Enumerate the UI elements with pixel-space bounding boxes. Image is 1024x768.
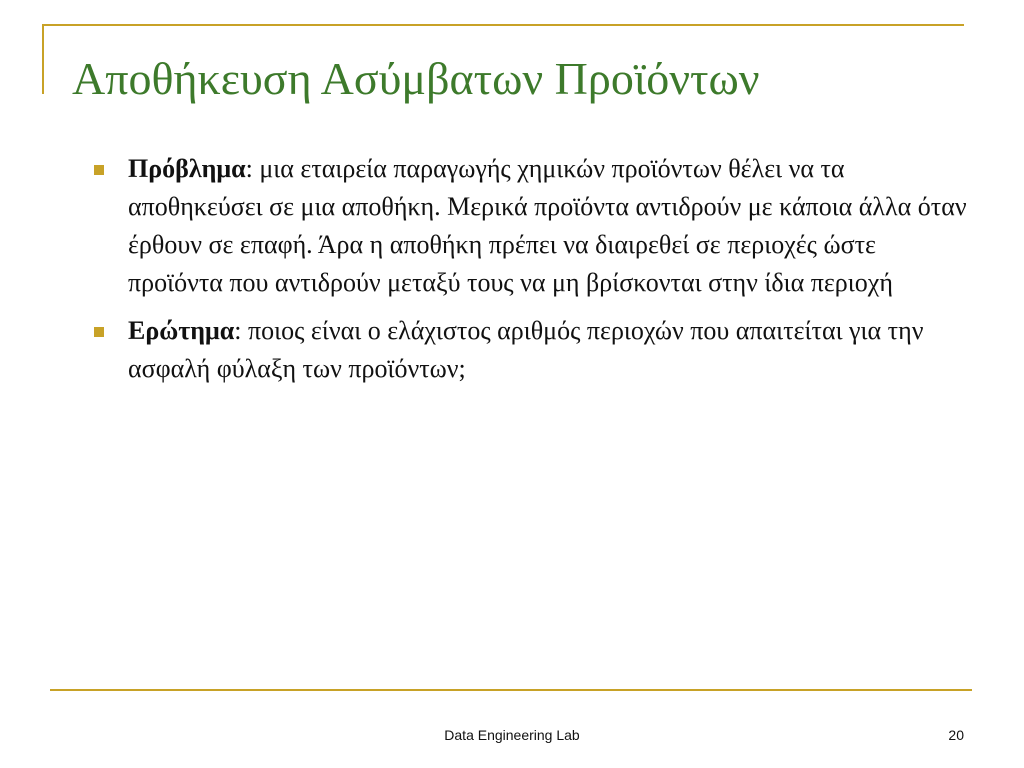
bullet-text: : ποιος είναι ο ελάχιστος αριθμός περιοχών που απαιτείται για την ασφαλή φύλαξη των προϊόντων;: [128, 316, 924, 383]
bullet-term: Ερώτημα: [128, 316, 235, 345]
bullet-text: : μια εταιρεία παραγωγής χημικών προϊόντων θέλει να τα αποθηκεύσει σε μια αποθήκη. Μερικά προϊόντα αντιδρούν με κάποια άλλα όταν έρθουν σε επαφή. Άρα η αποθήκη πρέπει να διαιρεθεί σε περιοχές ώστε προϊόντα που αντιδρούν μεταξύ τους να μη βρίσκονται στην ίδια περιοχή: [128, 154, 967, 297]
bullet-item-question: [94, 312, 974, 388]
bullet-term: Πρόβλημα: [128, 154, 246, 183]
footer-line: [50, 689, 972, 691]
frame-top-line: [42, 24, 964, 26]
bullet-list: [94, 150, 974, 398]
frame-left-line: [42, 24, 44, 94]
square-bullet-icon: [94, 327, 104, 337]
square-bullet-icon: [94, 165, 104, 175]
page-number: 20: [948, 727, 964, 743]
footer-label: Data Engineering Lab: [444, 727, 580, 743]
slide-title: Αποθήκευση Ασύμβατων Προϊόντων: [72, 53, 760, 104]
bullet-item-problem: [94, 150, 974, 302]
